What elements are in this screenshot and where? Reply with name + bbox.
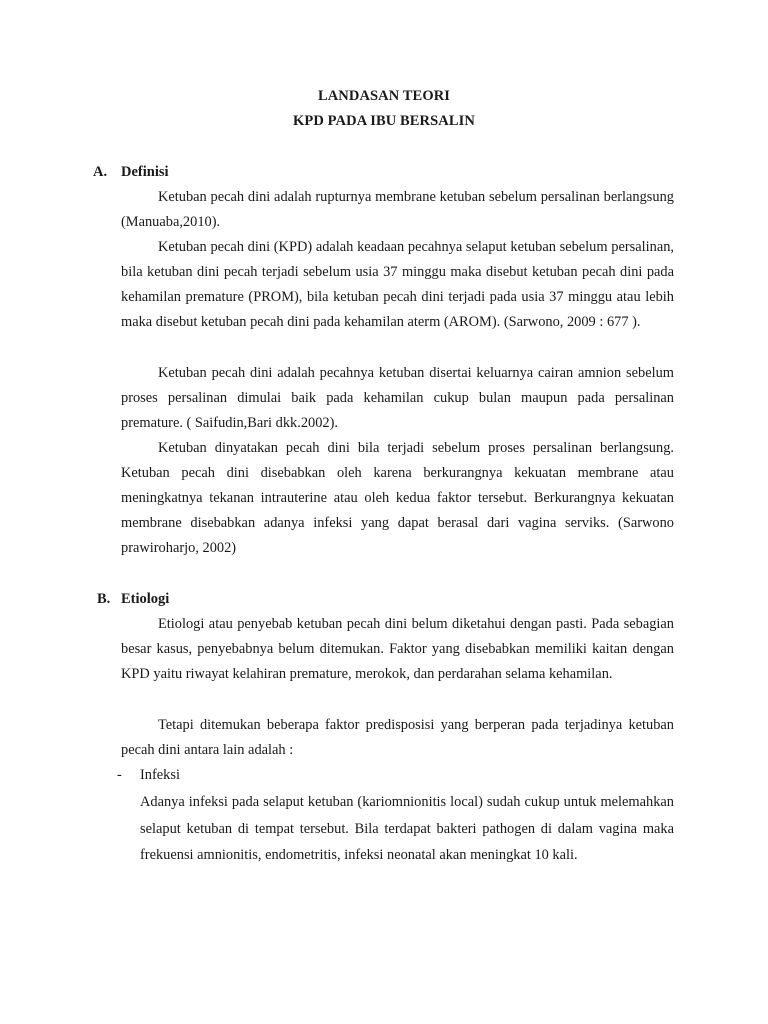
paragraph: Ketuban dinyatakan pecah dini bila terjadi sebelum proses persalinan berlangsung. Ketuban pecah dini disebabkan oleh karena berkurangnya kekuatan membrane atau meningkatnya tekanan intrauterine atau oleh kedua faktor tersebut. Berkurangnya kekuatan membrane disebabkan adanya infeksi yang dapat berasal dari vagina serviks. (Sarwono prawiroharjo, 2002) — [121, 440, 674, 556]
paragraph: Tetapi ditemukan beberapa faktor predisposisi yang berperan pada terjadinya ketuban pecah dini antara lain adalah : — [121, 717, 674, 758]
bullet-body: Adanya infeksi pada selaput ketuban (kariomnionitis local) sudah cukup untuk melemahkan selaput ketuban di tempat tersebut. Bila terdapat bakteri pathogen di dalam vagina maka frekuensi amnionitis, endometritis, infeksi neonatal akan meningkat 10 kali. — [140, 794, 674, 863]
section-letter: B. — [97, 591, 111, 607]
document-subtitle: KPD PADA IBU BERSALIN — [293, 113, 475, 129]
paragraph: Ketuban pecah dini adalah pecahnya ketuban disertai keluarnya cairan amnion sebelum proses persalinan dimulai baik pada kehamilan cukup bulan maupun pada persalinan premature. ( Saifudin,Bari dkk.2002). — [121, 365, 674, 431]
bullet-marker: - — [117, 767, 122, 783]
paragraph: Ketuban pecah dini adalah rupturnya membrane ketuban sebelum persalinan berlangsung (Manuaba,2010). — [121, 189, 674, 230]
bullet-title: Infeksi — [140, 767, 180, 783]
document-title: LANDASAN TEORI — [317, 88, 451, 104]
paragraph: Etiologi atau penyebab ketuban pecah dini belum diketahui dengan pasti. Pada sebagian besar kasus, penyebabnya belum ditemukan. Faktor yang disebabkan memiliki kaitan dengan KPD yaitu riwayat kelahiran premature, merokok, dan perdarahan selama kehamilan. — [121, 616, 674, 682]
section-title: Definisi — [121, 164, 169, 180]
section-letter: A. — [93, 164, 108, 180]
section-title: Etiologi — [121, 591, 170, 607]
paragraph: Ketuban pecah dini (KPD) adalah keadaan pecahnya selaput ketuban sebelum persalinan, bila ketuban dini pecah terjadi sebelum usia 37 minggu maka disebut ketuban pecah dini pada kehamilan premature (PROM), bila ketuban pecah dini terjadi pada usia 37 minggu atau lebih maka disebut ketuban pecah dini pada kehamilan aterm (AROM). (Sarwono, 2009 : 677 ). — [121, 239, 674, 330]
